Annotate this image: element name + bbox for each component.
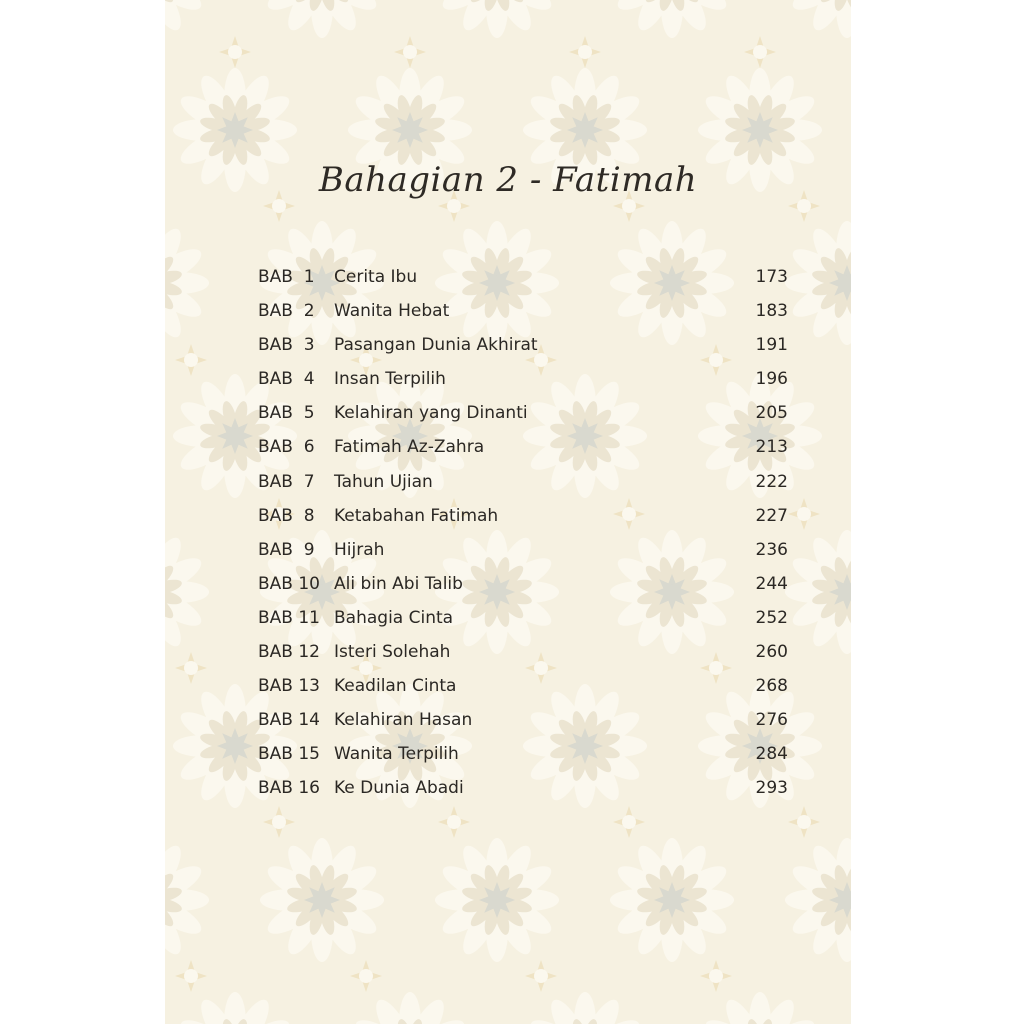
chapter-page-number: 173 <box>755 267 788 287</box>
chapter-page-number: 227 <box>755 505 788 526</box>
chapter-title: Wanita Hebat <box>334 301 450 322</box>
chapter-number: BAB 8 <box>258 505 315 526</box>
chapter-title: Isteri Solehah <box>334 642 451 663</box>
chapter-number: BAB 13 <box>258 676 320 697</box>
chapter-number: BAB 3 <box>258 335 315 356</box>
chapter-page-number: 205 <box>755 403 788 424</box>
toc-row <box>258 669 788 703</box>
toc-row <box>258 635 788 669</box>
chapter-title: Kelahiran Hasan <box>334 710 473 731</box>
chapter-page-number: 183 <box>755 301 788 322</box>
chapter-title: Hijrah <box>334 539 385 560</box>
chapter-number: BAB 2 <box>258 301 315 322</box>
chapter-page-number: 236 <box>755 539 788 560</box>
chapter-page-number: 268 <box>755 676 788 697</box>
toc-row <box>258 260 788 294</box>
toc-row <box>258 465 788 499</box>
chapter-title: Wanita Terpilih <box>334 744 459 765</box>
toc-row <box>258 499 788 533</box>
toc-row <box>258 362 788 396</box>
toc-row <box>258 430 788 464</box>
chapter-number: BAB 9 <box>258 539 315 560</box>
chapter-number: BAB 10 <box>258 573 320 594</box>
chapter-page-number: 284 <box>755 744 788 765</box>
chapter-title: Insan Terpilih <box>334 369 446 390</box>
chapter-number: BAB 16 <box>258 778 320 799</box>
toc-row <box>258 601 788 635</box>
chapter-number: BAB 7 <box>258 471 315 492</box>
toc-row <box>258 294 788 328</box>
chapter-number: BAB 14 <box>258 710 320 731</box>
toc-row <box>258 703 788 737</box>
chapter-number: BAB 5 <box>258 403 315 424</box>
chapter-title: Ali bin Abi Talib <box>334 573 463 594</box>
toc-row <box>258 328 788 362</box>
chapter-page-number: 244 <box>755 573 788 594</box>
chapter-page-number: 196 <box>755 369 788 390</box>
toc-row <box>258 567 788 601</box>
table-of-contents <box>258 260 788 806</box>
chapter-title: Tahun Ujian <box>334 471 433 492</box>
chapter-page-number: 252 <box>755 607 788 628</box>
chapter-title: Fatimah Az-Zahra <box>334 437 485 458</box>
chapter-page-number: 213 <box>755 437 788 458</box>
chapter-page-number: 276 <box>755 710 788 731</box>
chapter-page-number: 191 <box>755 335 788 356</box>
chapter-page-number: 260 <box>755 642 788 663</box>
chapter-number: BAB 12 <box>258 642 320 663</box>
chapter-number: BAB 11 <box>258 607 320 628</box>
chapter-title: Kelahiran yang Dinanti <box>334 403 528 424</box>
toc-row <box>258 533 788 567</box>
chapter-title: Ke Dunia Abadi <box>334 778 464 799</box>
chapter-number: BAB 1 <box>258 267 315 287</box>
chapter-page-number: 222 <box>755 471 788 492</box>
chapter-number: BAB 15 <box>258 744 320 765</box>
chapter-number: BAB 4 <box>258 369 315 390</box>
chapter-title: Pasangan Dunia Akhirat <box>334 335 538 356</box>
chapter-title: Keadilan Cinta <box>334 676 457 697</box>
toc-row <box>258 771 788 805</box>
toc-row <box>258 396 788 430</box>
chapter-number: BAB 6 <box>258 437 315 458</box>
section-title: Bahagian 2 - Fatimah <box>318 160 698 200</box>
book-page <box>165 0 851 1024</box>
toc-row <box>258 737 788 771</box>
chapter-title: Bahagia Cinta <box>334 607 454 628</box>
chapter-title: Cerita Ibu <box>334 267 418 287</box>
chapter-title: Ketabahan Fatimah <box>334 505 499 526</box>
chapter-page-number: 293 <box>755 778 788 799</box>
